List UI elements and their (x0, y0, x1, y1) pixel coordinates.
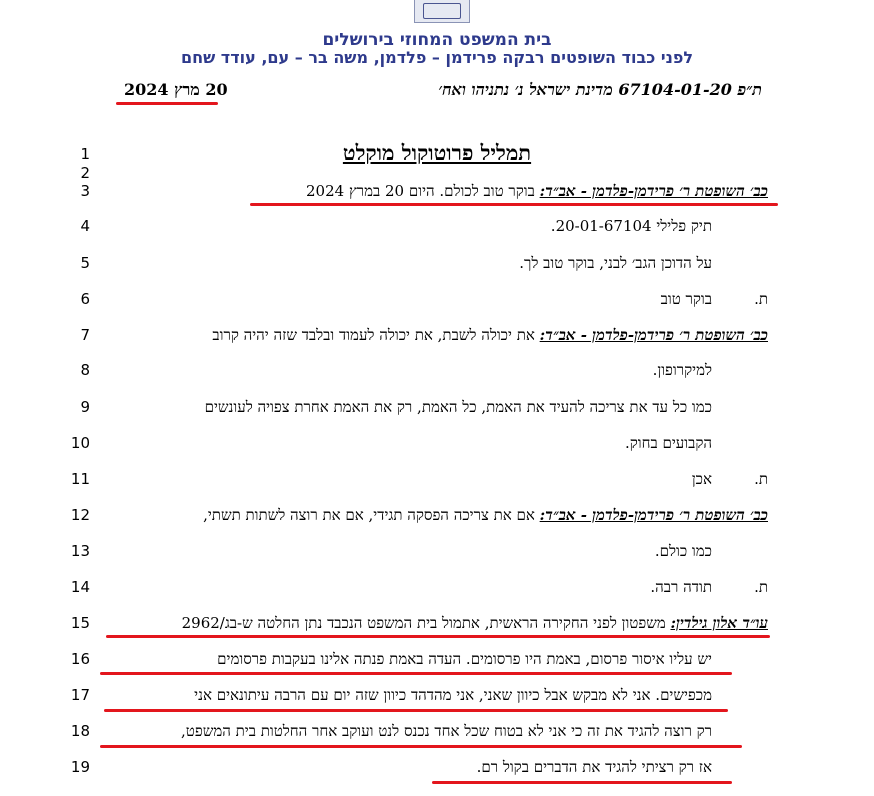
line-number: 9 (80, 398, 90, 416)
transcript-line-7 (212, 326, 768, 345)
court-emblem (414, 0, 470, 23)
transcript-line-15 (182, 614, 768, 633)
transcript-line-4: תיק פלילי 20-01-67104. (550, 217, 712, 235)
transcript-line-5: על הדוכן הגב׳ לבני, בוקר טוב לך. (519, 254, 712, 272)
transcript-line-6: בוקר טוב (660, 290, 712, 308)
hearing-date: 20 מרץ 2024 (124, 80, 228, 99)
line-number: 19 (70, 758, 90, 776)
transcript-line-18: רק רוצה להגיד את זה כי אני לא בטוח שכל אחד נכנס לנט ועוקב אחר החלטות בית המשפט, (181, 722, 712, 740)
line-number: 18 (70, 722, 90, 740)
speaker-judge: כב׳ השופטת ר׳ פרידמן-פלדמן - אב״ד: (539, 182, 768, 200)
underline-annotation (104, 709, 728, 712)
judges-line: לפני כבוד השופטים רבקה פרידמן – פלדמן, משה בר – עם, עודד שחם (180, 48, 694, 67)
line-text: אם את צריכה הפסקה תגידי, אם את רוצה לשתות תשתי, (203, 506, 540, 524)
transcript-line-9: כמו כל עד את צריכה להעיד את האמת, כל האמת, רק את האמת אחרת צפויה לעונשים (204, 398, 712, 416)
line-number: 7 (80, 326, 90, 344)
line-number: 3 (80, 182, 90, 200)
line-number: 1 (80, 145, 90, 163)
date-underline-annotation (116, 102, 218, 105)
line-text: משפטון לפני החקירה הראשית, אתמול בית המשפט הנכבד נתן החלטה ש-בג/2962 (181, 614, 671, 632)
transcript-line-13: כמו כולם. (654, 542, 712, 560)
line-number: 6 (80, 290, 90, 308)
transcript-line-3 (306, 182, 768, 201)
line-number: 2 (80, 164, 90, 182)
line-number: 13 (70, 542, 90, 560)
transcript-line-14: תודה רבה. (650, 578, 712, 596)
witness-marker: ת. (754, 470, 768, 488)
line-number: 16 (70, 650, 90, 668)
line-number: 17 (70, 686, 90, 704)
speaker-attorney: עו״ד אלון גילדין: (670, 614, 768, 632)
underline-annotation (106, 635, 770, 638)
document-title: תמליל פרוטוקול מוקלט (342, 140, 532, 165)
witness-marker: ת. (754, 578, 768, 596)
line-number: 8 (80, 361, 90, 379)
underline-annotation (100, 745, 742, 748)
court-name: בית המשפט המחוזי בירושלים (322, 30, 552, 50)
speaker-judge: כב׳ השופטת ר׳ פרידמן-פלדמן - אב״ד: (539, 326, 768, 344)
line-text: את יכולה לשבת, את יכולה לעמוד ובלבד שזה יהיה קרוב (212, 326, 540, 344)
line-number: 11 (70, 470, 90, 488)
line-text: בוקר טוב לכולם. היום 20 במרץ 2024 (305, 182, 540, 200)
transcript-line-19: אז רק רציתי להגיד את הדברים בקול רם. (476, 758, 712, 776)
line-number: 4 (80, 217, 90, 235)
transcript-line-8: למיקרופון. (652, 361, 712, 379)
witness-marker: ת. (754, 290, 768, 308)
underline-annotation (432, 781, 732, 784)
line-number: 10 (70, 434, 90, 452)
transcript-line-10: הקבועים בחוק. (624, 434, 712, 452)
transcript-line-17: מכפישים. אני לא מבקש אבל כיוון שאני, אני מהדהד כיוון שזה יום עם הרבה עיתונאים אני (194, 686, 712, 704)
underline-annotation (250, 203, 778, 206)
line-number: 5 (80, 254, 90, 272)
transcript-line-12 (203, 506, 768, 525)
line-number: 15 (70, 614, 90, 632)
case-title: ת״פ 67104-01-20 מדינת ישראל נ׳ נתניהו ואח׳ (438, 80, 762, 99)
line-number: 14 (70, 578, 90, 596)
transcript-line-16: יש עליו איסור פרסום, באמת היו פרסומים. העדה באמת פנתה אלינו בעקבות פרסומים (217, 650, 712, 668)
transcript-line-11: אכן (691, 470, 712, 488)
speaker-judge: כב׳ השופטת ר׳ פרידמן-פלדמן - אב״ד: (539, 506, 768, 524)
underline-annotation (100, 672, 732, 675)
line-number: 12 (70, 506, 90, 524)
